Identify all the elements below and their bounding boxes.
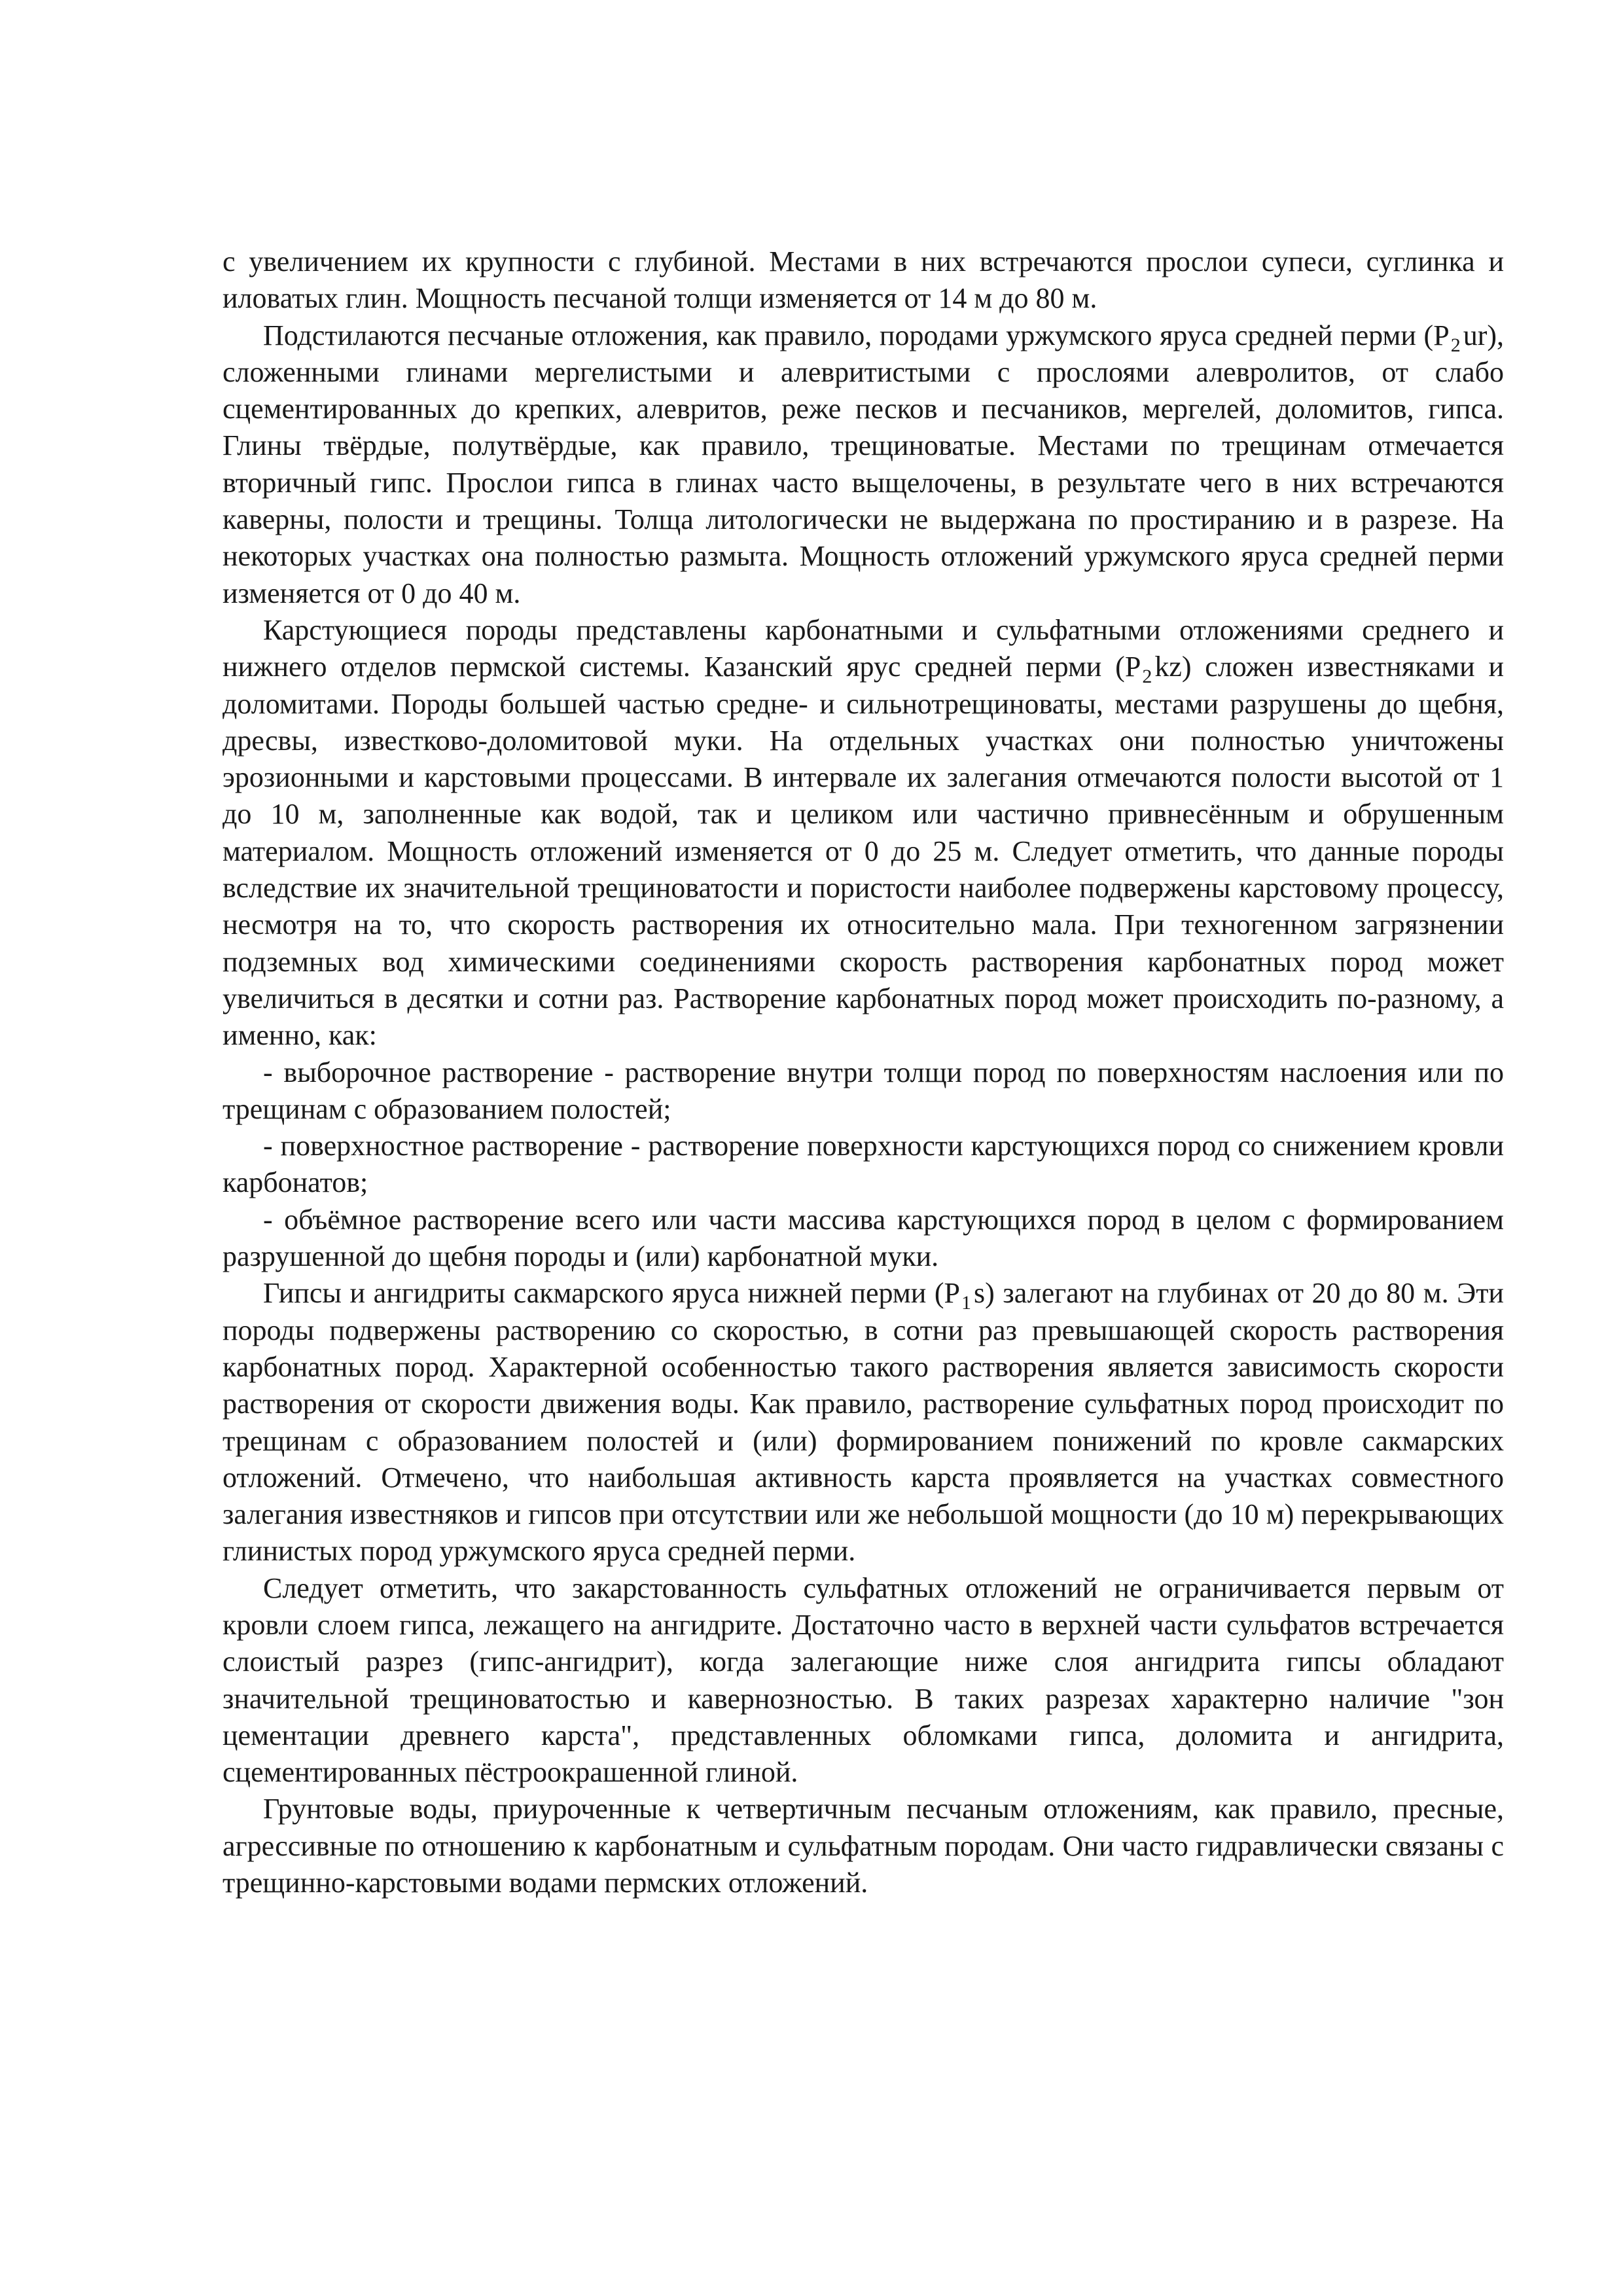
paragraph-text: с увеличением их крупности с глубиной. Местами в них встречаются прослои супеси, суглинка и иловатых глин. Мощность песчаной толщи изменяется от 14 м до 80 м. xyxy=(223,245,1504,315)
paragraph-text: ) сложен известняками и доломитами. Породы большей частью средне- и сильнотрещиноваты, местами разрушены до щебня, дресвы, известково-доломитовой муки. На отдельных участках они полностью уничтожены эрозионными и карстовыми процессами. В интервале их залегания отмечаются полости высотой от 1 до 10 м, заполненные как водой, так и целиком или частично привнесённым и обрушенным материалом. Мощность отложений изменяется от 0 до 25 м. Следует отметить, что данные породы вследствие их значительной трещиноватости и пористости наиболее подвержены карстовому процессу, несмотря на то, что скорость растворения их относительно мала. При техногенном загрязнении подземных вод химическими соединениями скорость растворения карбонатных пород может увеличиться в десятки и сотни раз. Растворение карбонатных пород может происходить по-разному, а именно, как: xyxy=(223,651,1504,1052)
paragraph-p4 xyxy=(223,1054,1504,1128)
paragraph-p3 xyxy=(223,612,1504,1054)
paragraph-text: ), сложенными глинами мергелистыми и алевритистыми с прослоями алевролитов, от слабо сцементированных до крепких, алевритов, реже песков и песчаников, мергелей, доломитов, гипса. Глины твёрдые, полутвёрдые, как правило, трещиноватые. Местами по трещинам отмечается вторичный гипс. Прослои гипса в глинах часто выщелочены, в результате чего в них встречаются каверны, полости и трещины. Толща литологически не выдержана по простиранию и в разрезе. На некоторых участках она полностью размыта. Мощность отложений уржумского яруса средней перми изменяется от 0 до 40 м. xyxy=(223,319,1504,609)
paragraph-text: ) залегают на глубинах от 20 до 80 м. Эти породы подвержены растворению со скоростью, в сотни раз превышающей скорость растворения карбонатных пород. Характерной особенностью такого растворения является зависимость скорости растворения от скорости движения воды. Как правило, растворение сульфатных пород происходит по трещинам с образованием полостей и (или) формированием понижений по кровле сакмарских отложений. Отмечено, что наибольшая активность карста проявляется на участках совместного залегания известняков и гипсов при отсутствии или же небольшой мощности (до 10 м) перекрывающих глинистых пород уржумского яруса средней перми. xyxy=(223,1277,1504,1568)
paragraph-p1 xyxy=(223,243,1504,317)
index-suffix: s xyxy=(974,1277,986,1310)
stratigraphic-index xyxy=(1124,651,1182,688)
paragraph-p2 xyxy=(223,317,1504,612)
paragraph-p5 xyxy=(223,1128,1504,1202)
stratigraphic-index xyxy=(944,1277,986,1314)
paragraph-text: Подстилаются песчаные отложения, как правило, породами уржумского яруса средней перми ( xyxy=(263,319,1434,351)
document-body xyxy=(223,243,1504,1901)
stratigraphic-index xyxy=(1433,319,1488,356)
paragraph-text: Следует отметить, что закарстованность сульфатных отложений не ограничивается первым от кровли слоем гипса, лежащего на ангидрите. Достаточно часто в верхней части сульфатов встречается слоистый разрез (гипс-ангидрит), когда залегающие ниже слоя ангидрита гипсы обладают значительной трещиноватостью и кавернозностью. В таких разрезах характерно наличие "зон цементации древнего карста", представленных обломками гипса, доломита и ангидрита, сцементированных пёстроокрашенной глиной. xyxy=(223,1571,1504,1789)
paragraph-text: - объёмное растворение всего или части массива карстующихся пород в целом с формированием разрушенной до щебня породы и (или) карбонатной муки. xyxy=(223,1203,1504,1273)
index-symbol: P xyxy=(1433,319,1450,351)
paragraph-text: Гипсы и ангидриты сакмарского яруса нижней перми ( xyxy=(263,1277,944,1310)
index-suffix: kz xyxy=(1154,651,1182,683)
index-subscript: 2 xyxy=(1142,666,1152,688)
paragraph-p6 xyxy=(223,1202,1504,1276)
index-subscript: 1 xyxy=(961,1292,972,1314)
index-symbol: P xyxy=(944,1277,961,1310)
paragraph-text: Грунтовые воды, приуроченные к четвертичным песчаным отложениям, как правило, пресные, агрессивные по отношению к карбонатным и сульфатным породам. Они часто гидравлически связаны с трещинно-карстовыми водами пермских отложений. xyxy=(223,1793,1504,1899)
paragraph-text: - выборочное растворение - растворение внутри толщи пород по поверхностям наслоения или по трещинам с образованием полостей; xyxy=(223,1056,1504,1125)
paragraph-text: - поверхностное растворение - растворение поверхности карстующихся пород со снижением кровли карбонатов; xyxy=(223,1130,1504,1199)
index-subscript: 2 xyxy=(1450,334,1461,356)
paragraph-p7 xyxy=(223,1275,1504,1570)
paragraph-p9 xyxy=(223,1791,1504,1901)
index-symbol: P xyxy=(1124,651,1141,683)
paragraph-p8 xyxy=(223,1570,1504,1791)
paragraph-text: Карстующиеся породы представлены карбонатными и сульфатными отложениями среднего и нижнего отделов пермской системы. Казанский ярус средней перми ( xyxy=(223,613,1504,683)
index-suffix: ur xyxy=(1463,319,1488,351)
